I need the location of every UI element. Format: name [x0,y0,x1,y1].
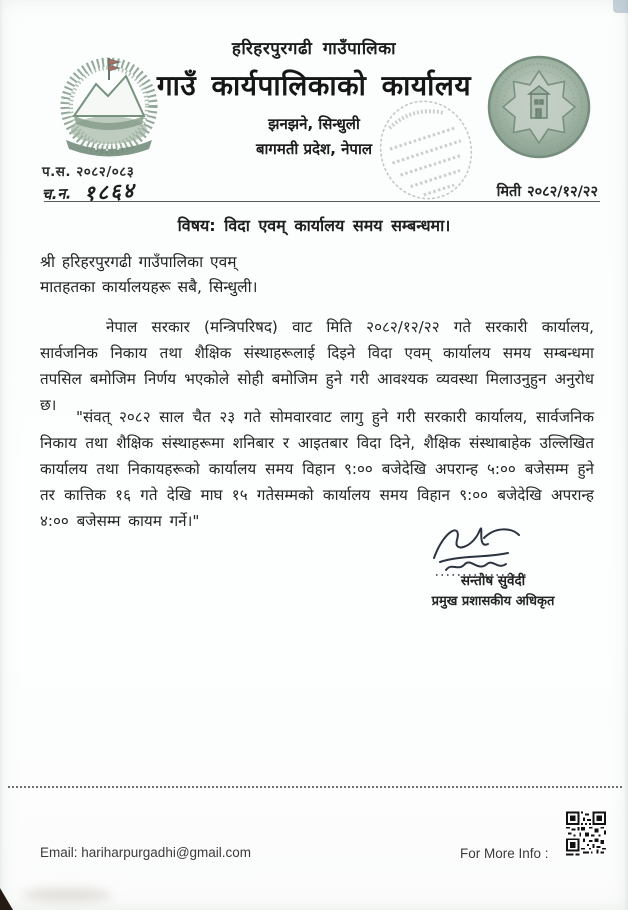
letter-date [497,181,598,201]
signatory-name: सन्तोष सुवेदी [460,573,526,589]
subject-line: विषय: विदा एवम् कार्यालय समय सम्बन्धमा। [177,216,451,235]
reference-number: प.स. २०८२/०८३ [42,164,135,180]
footer-more-info-label: For More Info : [460,846,549,861]
letterhead [140,36,488,159]
scan-edge-right [624,0,628,910]
footer-email: Email: hariharpurgadhi@gmail.com [40,845,252,860]
scan-edge-left [0,0,3,910]
body-paragraph-1: नेपाल सरकार (मन्त्रिपरिषद) वाट मिति २०८२/१२/२२ गते सरकारी कार्यालय, सार्वजनिक निकाय तथा शैक्षिक संस्थाहरूलाई दिइने विदा एवम् कार्यालय समय सम्बन्धमा तपसिल बमोजिम निर्णय भएकोले सोही बमोजिम हुने गरी आवश्यक व्यवस्था मिलाउनुहुन अनुरोध छ। [40,318,594,414]
municipality-name: हरिहरपुरगढी गाउँपालिका [231,39,397,59]
scan-smudge-bottom-left [22,888,112,902]
dispatch-number: १८६४ [83,178,137,206]
body-paragraph-2: "संवत् २०८२ साल चैत २३ गते सोमवारवाट लागु हुने गरी सरकारी कार्यालय, सार्वजनिक निकाय तथा शैक्षिक संस्थाहरूमा शनिबार र आइतबार विदा दिने, शैक्षिक संस्थाबाहेक उल्लिखित कार्यालय तथा निकायहरूको कार्यालय समय विहान ९:०० बजेदेखि अपरान्ह ५:०० बजेसम्म हुने तर कात्तिक १६ गते देखि माघ १५ गतेसम्मको कार्यालय समय विहान ९:०० बजेदेखि अपरान्ह ४:०० बजेसम्म कायम गर्ने।" [40,408,594,530]
date-value: २०८२/१२/२२ [527,184,598,200]
municipality-seal-icon [486,54,592,160]
qr-code-icon [566,811,606,856]
handwritten-signature-icon [424,520,534,578]
office-region: बागमती प्रदेश, नेपाल [255,140,373,158]
addressee-line-2: मातहतका कार्यालयहरू सबै, सिन्धुली। [40,278,258,296]
office-title: गाउँ कार्यपालिकाको कार्यालय [156,69,472,102]
date-label: मिती [496,184,522,200]
scan-corner-mark-top-right [613,0,628,13]
scan-corner-shadow-bottom-left [0,888,13,910]
signatory-designation: प्रमुख प्रशासकीय अधिकृत [431,594,555,609]
addressee-line-1: श्री हरिहरपुरगढी गाउँपालिका एवम् [40,253,237,271]
reference-underline [44,201,600,202]
addressee-block [40,250,258,300]
office-location: झनझने, सिन्धुली [268,115,360,133]
dispatch-label: च.न. [41,184,72,204]
footer-separator [8,786,622,788]
